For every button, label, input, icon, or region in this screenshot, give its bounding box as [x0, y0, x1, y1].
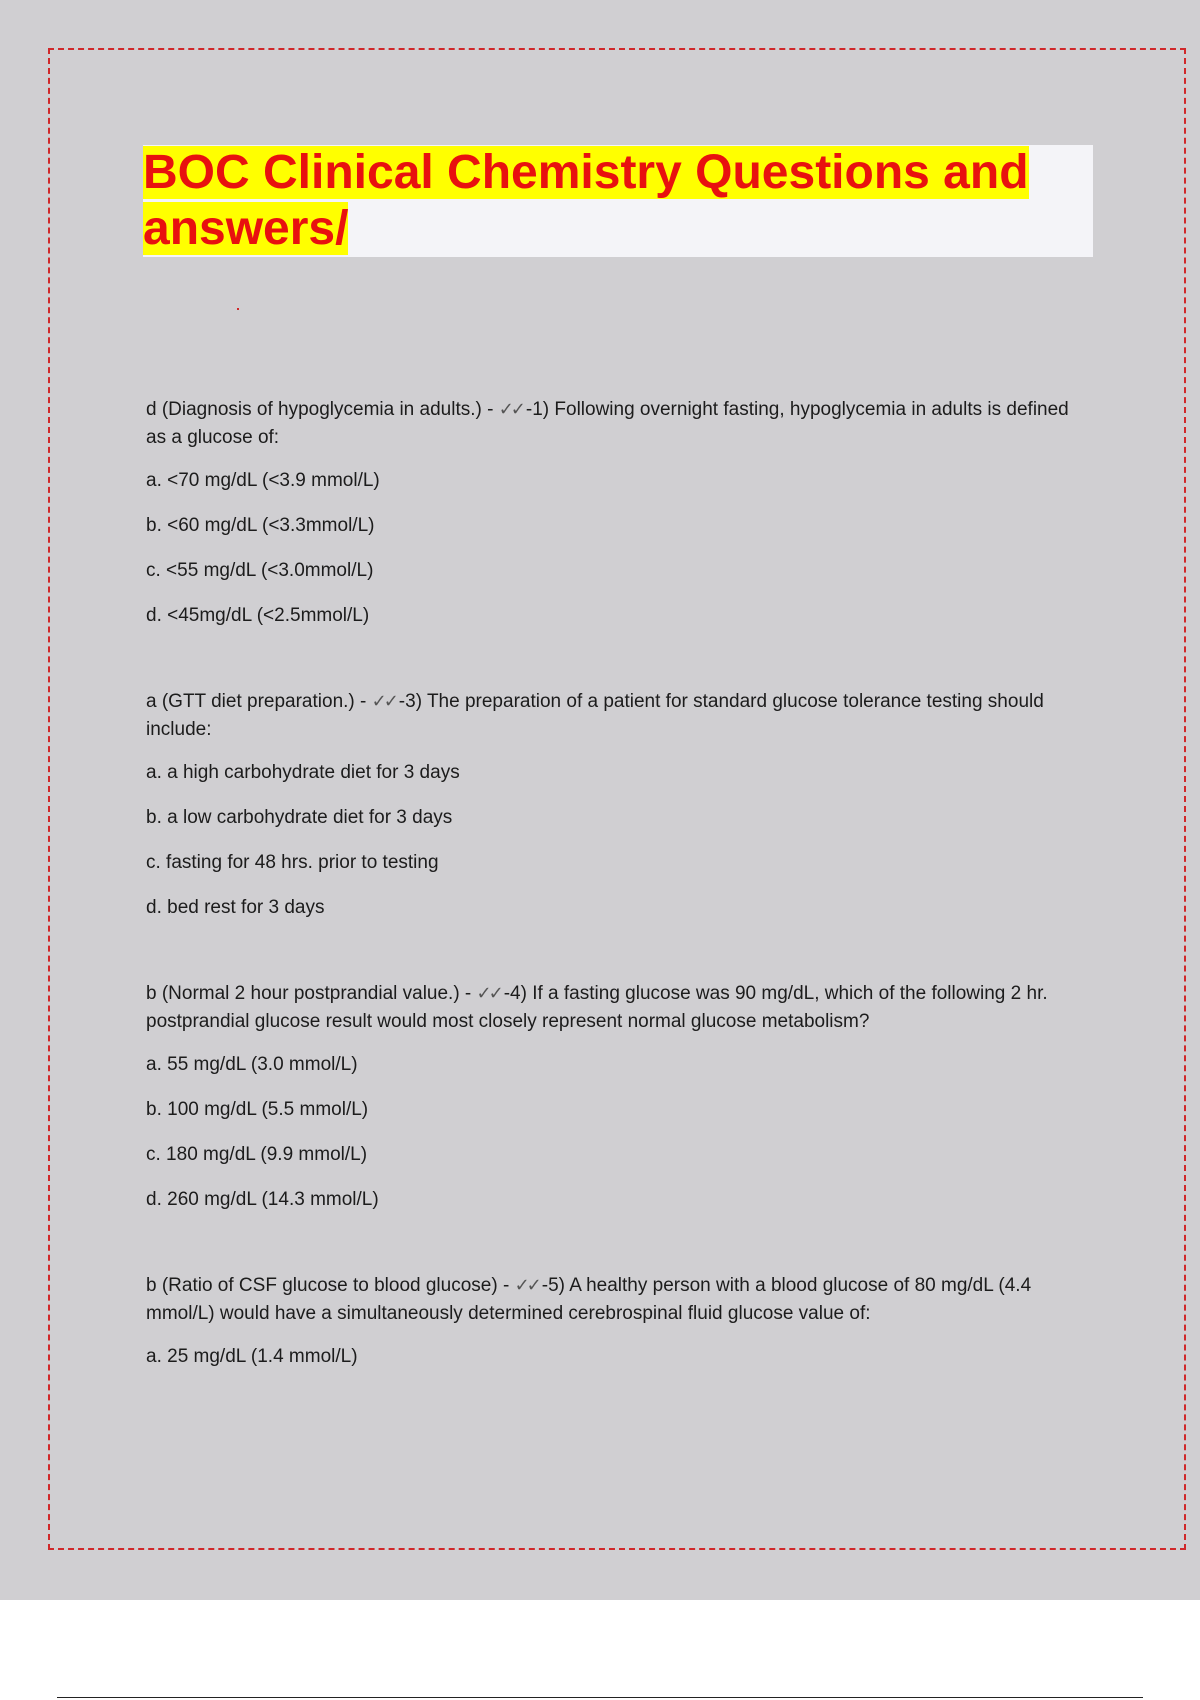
questions-list [146, 396, 1086, 1429]
question-item [146, 1272, 1086, 1371]
answer-option: d. bed rest for 3 days [146, 897, 325, 918]
answer-option: a. 25 mg/dL (1.4 mmol/L) [146, 1346, 358, 1367]
answer-prefix: a (GTT diet preparation.) - [146, 691, 372, 712]
answer-option: a. <70 mg/dL (<3.9 mmol/L) [146, 470, 380, 491]
answer-prefix: b (Ratio of CSF glucose to blood glucose) - [146, 1275, 515, 1296]
double-check-icon: ✓✓ [514, 1275, 539, 1296]
question-text [146, 980, 1086, 1036]
title-box [143, 145, 1093, 257]
question-body: -3) The preparation of a patient for standard glucose tolerance testing should include: [146, 691, 1044, 740]
answer-option: c. <55 mg/dL (<3.0mmol/L) [146, 560, 374, 581]
answer-option: b. 100 mg/dL (5.5 mmol/L) [146, 1099, 369, 1120]
answer-option: b. a low carbohydrate diet for 3 days [146, 807, 453, 828]
question-item [146, 688, 1086, 922]
answer-option: d. 260 mg/dL (14.3 mmol/L) [146, 1189, 379, 1210]
answer-option: a. 55 mg/dL (3.0 mmol/L) [146, 1054, 358, 1075]
double-check-icon: ✓✓ [371, 691, 396, 712]
answer-option: c. fasting for 48 hrs. prior to testing [146, 852, 439, 873]
title-line-2: answers/ [143, 202, 349, 255]
question-text [146, 688, 1086, 744]
question-text [146, 396, 1086, 452]
red-dot-mark [237, 308, 239, 310]
question-item [146, 980, 1086, 1214]
double-check-icon: ✓✓ [476, 983, 501, 1004]
question-body: -4) If a fasting glucose was 90 mg/dL, which of the following 2 hr. postprandial glucose result would most closely represent normal glucose metabolism? [146, 983, 1048, 1032]
footer-divider [57, 1697, 1143, 1698]
question-body: -1) Following overnight fasting, hypoglycemia in adults is defined as a glucose of: [146, 399, 1069, 448]
question-body: -5) A healthy person with a blood glucose of 80 mg/dL (4.4 mmol/L) would have a simultaneously determined cerebrospinal fluid glucose value of: [146, 1275, 1032, 1324]
answer-option: a. a high carbohydrate diet for 3 days [146, 762, 460, 783]
answer-option: c. 180 mg/dL (9.9 mmol/L) [146, 1144, 368, 1165]
question-text [146, 1272, 1086, 1328]
answer-prefix: d (Diagnosis of hypoglycemia in adults.) - [146, 399, 499, 420]
answer-option: d. <45mg/dL (<2.5mmol/L) [146, 605, 370, 626]
question-item [146, 396, 1086, 630]
document-title [143, 145, 1093, 257]
double-check-icon: ✓✓ [498, 399, 523, 420]
title-line-1: BOC Clinical Chemistry Questions and [143, 146, 1029, 199]
answer-option: b. <60 mg/dL (<3.3mmol/L) [146, 515, 375, 536]
answer-prefix: b (Normal 2 hour postprandial value.) - [146, 983, 477, 1004]
